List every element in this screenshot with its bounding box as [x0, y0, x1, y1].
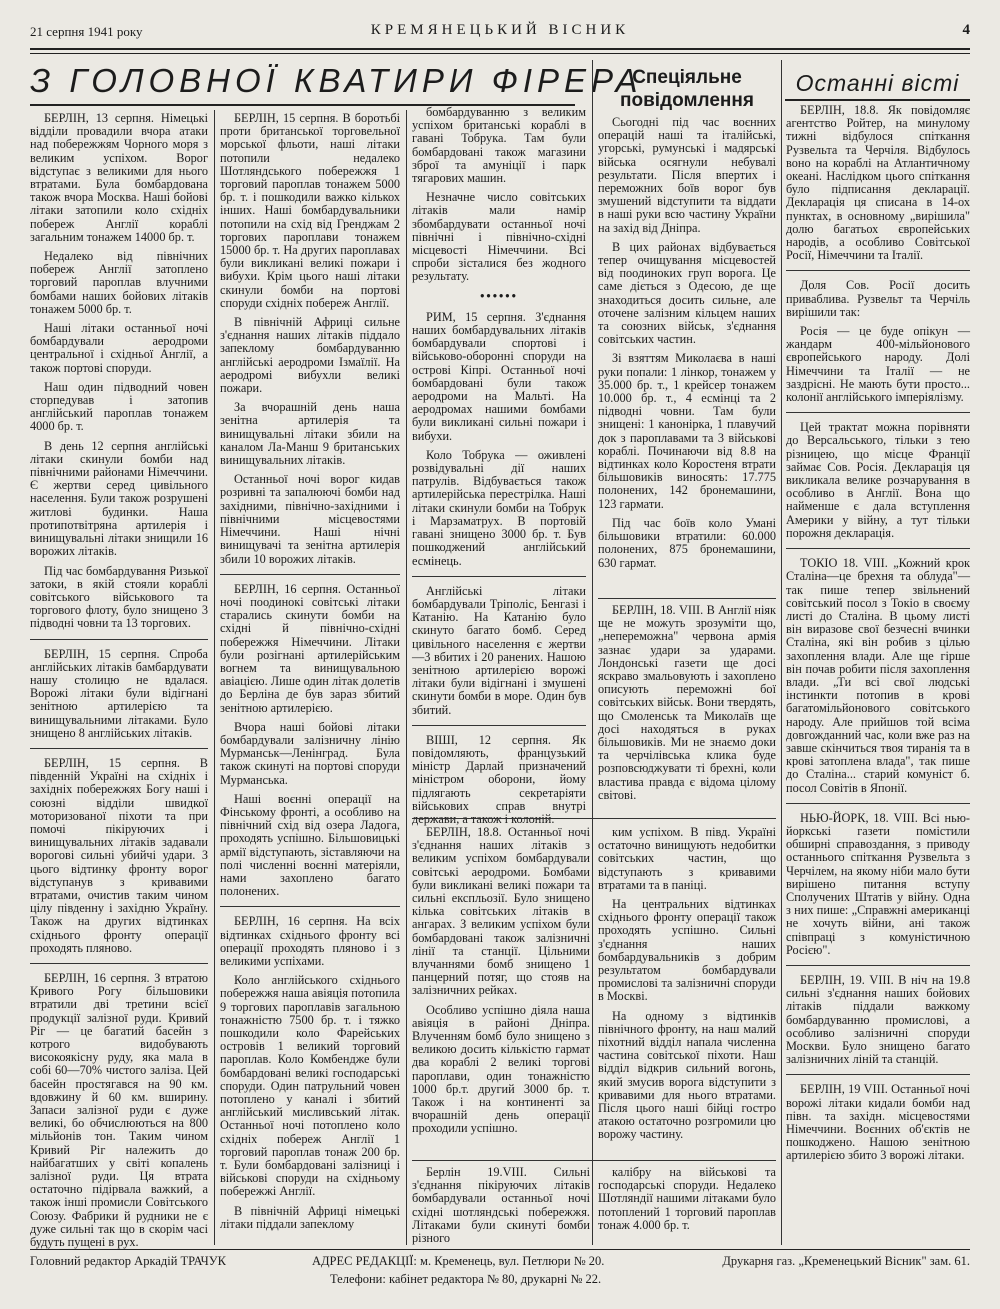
article-paragraph: БЕРЛІН, 16 серпня. З втратою Кривого Рогу більшовики втратили дві третини всієї продукції залізної руди. Кривий Ріг — це багатий басейн з котрого видобувають високоякісну руду, яка мала в собі 60—70% чистого заліза. Цей басейн простягався на 90 км. вдовжину й 60 км. вширину. Запаси залізної руди є дуже великі, бо обчислюються на 800 мільйонів тон. Таким чином Кривий Ріг належить до найбагатших у світі копалень залізної руди. Ця втрата остаточно підірвала важкий, а також інші промисли Совітського Союзу. Фабрики й рудники не є дуже сильні так що в скорім часі будуть пущені в рух.	[30, 970, 208, 1250]
article-paragraph: В цих районах відбувається тепер очищування місцевостей від поодиноких груп ворога. Це саме діється з Одесою, де ще знаходиться досить сильне, але оточене залізним кільцем наших та союзних військ, з'єднання совітських частин.	[598, 239, 776, 347]
article-paragraph: В день 12 серпня англійські літаки скинули бомби над північними районами Німеччини. Є жертви серед цивільного населення. Були також розрушені житлові будинки. Наша протипотвітряна артилерія і винищувальні літаки знищили 16 ворожих літаків.	[30, 438, 208, 559]
article-paragraph: Цей трактат можна порівняти до Версальського, тільки з тею різницею, що місце Франції займає Сов. Росія. Декларація ця викликала велике розчарування в особливо в Англії. Вона що найменше є дала вступлення Америки у війну, а тут тільки порожня декларація.	[786, 421, 970, 549]
article-paragraph: БЕРЛІН, 18.8. Останньої ночі з'єднання наших літаків з великим успіхом бомбардували совітські аеродроми. Бомбами були викликані великі пожари та сильні експльозії. Було знищено кілька совітських літаків в ангарах. З великим успіхом були бомбардовані також залізничні лінії та станції. Цільними влучаннями бомб знищено 1 панцерний потяг, що стояв на залізничних рейках.	[412, 825, 590, 998]
column-divider	[781, 60, 782, 1245]
page-number: 4	[962, 22, 970, 38]
article-paragraph: Росія — це буде опікун — жандарм 400-мільйонового європейського народу. Долі Німеччини та Італії — не заздрісні. Не мають бути просто... колонії англійського імперіялізму.	[786, 325, 970, 413]
article-paragraph: калібру на військові та господарські споруди. Недалеко Шотляндії нашими літаками було потоплений 1 торговий пароплав тонаж 4.000 бр. т.	[598, 1165, 776, 1232]
article-paragraph: Особливо успішно діяла наша авіяція в районі Дніпра. Влученням бомб було знищено з великою досить кількістю гармат два кораблі 2 великі торгові пароплави, один тонажністю 1000 бр.т. другий 3000 бр. т. Також і на континенті за вчорашній день операції проходили успішно.	[412, 1002, 590, 1136]
article-paragraph: На центральних відтинках східнього фронту операції також проходять успішно. Сильні з'єднання наших бомбардувальників з добрим результатом бомбардували промислові та залізничні споруди в Москві.	[598, 897, 776, 1004]
article-paragraph: БЕРЛІН, 15 серпня. В боротьбі проти британської торговельної морської фльоти, наші літаки потопили недалеко Шотляндського побережжя 1 торговий пароплав тонажем 5000 бр. т. і пошкодили важко кількох інших. Наші бомбардувальники потопили на схід від Гренджам 2 торгових пароплави тонажем 15000 бр. т. На других пароплавах були викликані великі пожари і вибухи. Крім цього наші літаки скинули бомби на портові споруди східніх побереж Англії.	[220, 111, 400, 310]
bottom-left-article	[412, 826, 590, 1156]
printer-info: Друкарня газ. „Кременецький Вісник" зам. 61.	[722, 1254, 970, 1268]
article-paragraph: Берлін 19.VIII. Сильні з'єднання пікіруючих літаків бомбардували останньої ночі східні шотляндські побережжя. Літаками були скинуті бомби різного	[412, 1165, 590, 1246]
section-rule	[412, 818, 776, 819]
article-paragraph: Англійські літаки бомбардували Тріполіс, Бенгазі і Катанію. На Катанію було скинуто багато бомб. Серед цивільного населення є жертви—3 вбитих і 20 ранених. Нашою зенітною артилерією ворожі літаки були відігнані і змушені скинути бомби в море. Один був збитий.	[412, 585, 586, 726]
article-paragraph: На одному з відтинків північного фронту, на наш малий піхотний відділ напала численна частина совітської піхоти. Наш відділ відкрив сильний вогонь, який змусив ворога відступити з кривавими для нього втратами. Після цього наші бійці гостро атакою остаточно розгромили цю ворожу частину.	[598, 1008, 776, 1142]
special-title-line: Спеціяльне	[632, 67, 742, 88]
section-rule	[412, 1160, 776, 1161]
article-paragraph: БЕРЛІН, 19. VIII. В ніч на 19.8 сильні з'єднання наших бойових літаків піддали важкому бомбардуванню промислові, а особливо залізничні споруди Москви. Було знищено багато залізничних ліній та станцій.	[786, 974, 970, 1075]
latest-news-rule	[785, 99, 970, 101]
article-paragraph: БЕРЛІН, 18. VIII. В Англії ніяк ще не можуть зрозуміти що, „непереможна" червона армія зазнає удари за ударами. Лондонські газети ще досі яскраво змальовують і захоплено описують переможні бої совітських військ. Вони твердять, що Смоленськ та Миколаїв ще досі находяться в руках більшовиків. Ми не знаємо доки та черчілівська клика буде розповсюджувати ті брехні, коли властива правда є відома цілому світові.	[598, 603, 776, 802]
separator-dots: ••••••	[480, 288, 518, 303]
article-paragraph: БЕРЛІН, 16 серпня. На всіх відтинках східнього фронту всі операції проходять пляново і з великими успіхами.	[220, 914, 400, 968]
article-paragraph: ким успіхом. В півд. Україні остаточно винищують недобитки совітських частин, що відступають з кривавими втратами та в паніці.	[598, 825, 776, 892]
article-paragraph: Незначне число совітських літаків мали намір збомбардувати останньої ночі північні і північно-східні місцевості Німеччини. Всі спроби зісталися без жодного результату.	[412, 190, 586, 284]
article-paragraph: ТОКІО 18. VIII. „Кожний крок Сталіна—це брехня та облуда"—так пише тепер звільнений совітський посол з Токіо в своєму листі до Сталіна. В цьому листі він виразове свої безчесні вчинки Сталіна, які він робив з цілью захоплення влади. Але ще гірше він почав робити після захоплення влади. „Ти всі свої людські інстинкти потопив в крові багатомільйонового совітського народу. Але прийшов той всіма довгожданний час, коли вже раз на завше скінчиться твоя тиранія та в крові затоплена влада", так пише до Сталіна... старий комуніст б. посол Совітів в Японії.	[786, 557, 970, 804]
article-paragraph: БЕРЛІН, 15 серпня. Спроба англійських літаків бамбардувати нашу столицю не вдалася. Ворожі літаки були відігнані зенітною артилерією та винищувальними літаками. Було знищено 8 англійських літаків.	[30, 648, 208, 749]
article-paragraph: Коло англійського східнього побережжя наша авіяція потопила 9 торгових пароплавів загальною тонажністю 7500 бр. т. і тяжко пошкодили коло Фарейських островів 1 великий торговий пароплав. Коло Комбендже були бомбардовані великі господарські споруди. Один патрульний човен потоплено у каналі і збитий англійський мисливський літак. Останньої ночі потоплено коло східніх побереж Англії 1 торговий пароплав тонаж 200 бр. т. Були бомбардовані залізниці і військові споруди на східньому побережжі Англії.	[220, 973, 400, 1199]
article-paragraph: Під час боїв коло Умані більшовики втратили: 60.000 полонених, 875 бронемашини, 630 гармат.	[598, 515, 776, 570]
article-paragraph: В північній Африці сильне з'єднання наших літаків піддало запеклому бомбардуванню англійські аеродроми Ізмаїлії. На аеродромі вибухли великі пожари.	[220, 315, 400, 396]
editorial-address: АДРЕС РЕДАКЦІЇ: м. Кременець, вул. Петлюри № 20.	[312, 1254, 605, 1268]
article-paragraph: Останньої ночі ворог кидав розривні та запалюючі бомби над західними, північно-західними і північними місцевостями Німеччини. Наші нічні винищувачі та зенітна артилерія збили 10 ворожих літаків.	[220, 473, 400, 574]
bottom-strip-right	[598, 1166, 776, 1244]
article-paragraph: бомбардуванню з великим успіхом британські кораблі в гавані Тобрука. Там були бомбардовані також магазини зброї та амуніції і парк тягарових машин.	[412, 105, 586, 186]
special-announcement	[598, 116, 776, 596]
article-paragraph: ВІШІ, 12 серпня. Як повідомляють, французький міністр Дарлай призначений міністром оборони, йому підлягають секретаріяти військових справ внутрі держави, а також і колоній.	[412, 732, 586, 826]
article-paragraph: БЕРЛІН, 19 VIII. Останньої ночі ворожі літаки кидали бомби над півн. та західн. місцевостями Німеччини. Воєнних об'єктів не пошкоджено. Нашою зенітною артилерією збито 3 ворожі літаки.	[786, 1082, 970, 1163]
article-paragraph: БЕРЛІН, 18.8. Як повідомляє агентство Ройтер, на минулому тижні відбулося спіткання Рузвельта та Черчіля. Відбулось воно на кораблі на Атлантичному океані. Наслідком цього спіткання було підписання декларації. Декларація ця списана в 14-ох пунктах, в основному „вирішила" долю багатьох європейських народів, а особливо Совітської Росії, Німеччини та Італії.	[786, 104, 970, 271]
column-1	[30, 111, 208, 1250]
article-paragraph: За вчорашній день наша зенітна артилерія та винищувальні літаки збили на каналом Ла-Манш 9 британських винищувальних літаків.	[220, 400, 400, 468]
bottom-strip-left	[412, 1166, 590, 1244]
article-paragraph: Коло Тобрука — оживлені розвідувальні дії наших патрулів. Відбувається також артилерійська перестрілка. Наші літаки скинули бомби на Тобрук і Марзаматрух. В портовій гавані знищено 3000 бр. т. Був пошкоджений англійський есмінець.	[412, 449, 586, 577]
phone-numbers: Телефони: кабінет редактора № 80, друкарні № 22.	[330, 1272, 602, 1286]
article-paragraph: В північній Африці німецькі літаки піддали запеклому	[220, 1203, 400, 1231]
latest-news-title: Останні вісті	[795, 70, 960, 96]
section-rule	[598, 598, 776, 599]
page-header	[30, 22, 970, 44]
article-paragraph: РИМ, 15 серпня. З'єднання наших бомбардувальних літаків бомбардували спортові і військово-оборонні споруди на острові Кіпрі. Останньої ночі бомбардовані були також аеродроми на Мальті. На аеродромах нашими бомбами були викликані сильні пожари і вибухи.	[412, 309, 586, 443]
header-rule-thin	[30, 53, 970, 54]
article-paragraph: Наші воєнні операції на Фінському фронті, а особливо на північний схід від озера Ладога, проходять успішно. Більшовицькі армії відступають, зіставляючи на полі численні воєнні матеріяли, нами захоплено багато полонених.	[220, 793, 400, 908]
article-paragraph: Наш один підводний човен сторпедував і затопив англійський пароплав тонажем 4000 бр. т.	[30, 379, 208, 434]
header-rule	[30, 48, 970, 50]
article-paragraph: БЕРЛІН, 15 серпня. В південній Україні на східніх і західніх побережжях Богу наші і союзні відділи швидкої моторизованої піхоти та при помочі пікіруючих і винищувальних літаків задавали ворогові сильні убийчі удари. З цього відтинку фронту ворог відступанув з кривавими втратами, очистив таким чином цілу південну і західню Україну. Також на других відтинках східнього фронту операції проходять пляново.	[30, 757, 208, 964]
latest-news	[786, 104, 970, 1244]
article-paragraph: Недалеко від північних побереж Англії затоплено торговий пароплав влучними бомбами наших бойових літаків тонажем 5000 бр. т.	[30, 249, 208, 316]
article-paragraph: Під час бомбардування Ризької затоки, в якій стояли кораблі совітського військового та торгового флоту, було знищено 3 підводні човни та 13 торгових.	[30, 565, 208, 640]
footer-rule	[30, 1249, 970, 1250]
column-divider	[214, 110, 215, 1245]
article-paragraph: Вчора наші бойові літаки бомбардували залізничну лінію Мурманськ—Ленінград. Була також скинуті на портові споруди Мурманська.	[220, 719, 400, 787]
newspaper-name: КРЕМЯНЕЦЬКИЙ ВІСНИК	[370, 22, 630, 38]
column-3	[412, 105, 586, 826]
column-divider	[406, 110, 407, 1245]
special-title-line: повідомлення	[620, 90, 754, 111]
editor-name: Головний редактор Аркадій ТРАЧУК	[30, 1254, 226, 1268]
article-paragraph: НЬЮ-ЙОРК, 18. VIII. Всі нью-йоркські газети помістили обширні справоздання, з приводу останнього спіткання Рузвельта з Черчілем, на якому ніби мало бути вирішено питання вступу Сполучених Штатів у війну. Одна з них пише: „Справжні американці не хочуть війни, ані також співпраці з комуністичною Росією".	[786, 812, 970, 966]
bottom-right-article	[598, 826, 776, 1156]
main-headline: З ГОЛОВНОЇ КВАТИРИ ФІРЕРА	[30, 62, 643, 99]
issue-date: 21 серпня 1941 року	[30, 24, 143, 39]
article-paragraph: БЕРЛІН, 16 серпня. Останньої ночі поодинокі совітські літаки старались скинути бомби на східні й північно-східні побережжя Німеччини. Літаки були розігнані артилерійським вогнем та винищувальною авіацією. Лише один літак долетів до Берліна де був зараз збитий зенітною артилерією.	[220, 581, 400, 715]
column-divider	[592, 60, 593, 1245]
article-paragraph: Наші літаки останньої ночі бомбардували аеродроми центральної і східньої Англії, а також портові споруди.	[30, 321, 208, 375]
column-2	[220, 112, 400, 1244]
article-paragraph: БЕРЛІН, 13 серпня. Німецькі відділи провадили вчора атаки над побережжям Чорного моря з великим успіхом. Ворог відступає з великими для нього втратами. Була бомбардована також вчора Москва. Наші бойові літаки затопили коло східніх побереж Англії кораблі загальним тонажем 14000 бр. т.	[30, 111, 208, 244]
berlin-18-article	[598, 604, 776, 804]
article-paragraph: Доля Сов. Росії досить привабливa. Рузвельт та Черчіль вирішили так:	[786, 278, 970, 319]
article-paragraph: Сьогодні під час воєнних операцій наші та італійські, угорські, румунські і мадярські війська осягнули небувалі результати. Після впертих і переможних боїв ворог був змушений відступити та віддати в наші руки всю частину України на захід від Дніпра.	[598, 115, 776, 235]
special-announcement-title	[598, 66, 776, 112]
article-paragraph: Зі взяттям Миколаєва в наші руки попали: 1 лінкор, тонажем у 35.000 бр. т., 1 крейсер тонажем 10.000 бр. т., 4 есмінці та 2 підводні човни. Там були знищені: 1 канонірка, 1 плавучий док з пароплавами та 3 військові кораблі. Починаючи від 8.8 на відтинках коло Коростеня втрати більшовиків виносять: 17.775 полонених, 142 бронемашини, 123 гармати.	[598, 351, 776, 511]
